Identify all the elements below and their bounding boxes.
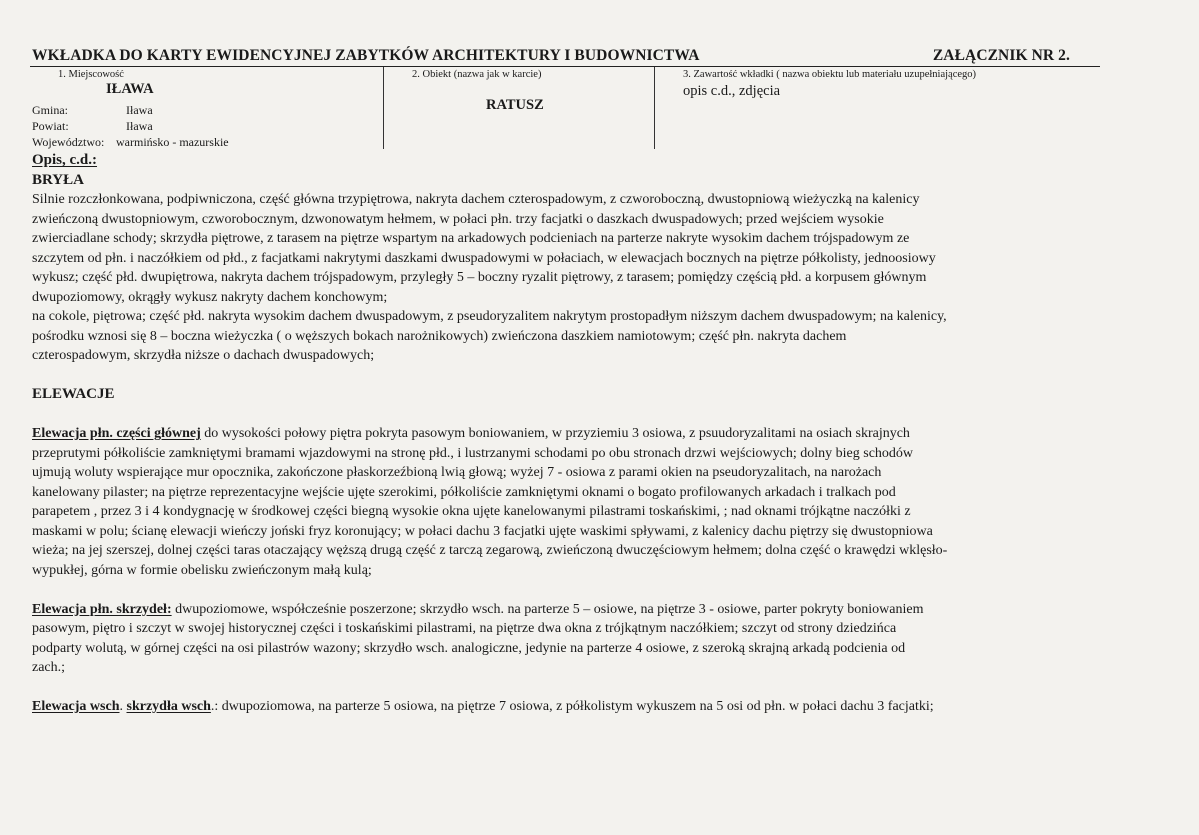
contents-caption: 3. Zawartość wkładki ( nazwa obiektu lub materiału uzupełniającego) (683, 69, 977, 80)
voivodeship-row (32, 135, 229, 150)
locality-cell (30, 67, 384, 149)
elevation-east-separator: . (119, 699, 127, 714)
bryla-line: czterospadowym, skrzydła niższe o dachach dwuspadowych; (32, 348, 375, 363)
elevation-north-wings-line: pasowym, piętro i szczyt w swojej historycznej części i toskańskimi pilastrami, na piętrze dwa okna z trójkątnym naczółkiem; szczyt od strony dziedzińca (32, 621, 897, 636)
voivodeship-label: Województwo: (32, 135, 105, 149)
elevation-north-main-line: maskami w polu; ścianę elewacji wieńczy joński fryz koronujący; w połaci dachu 3 facjatki ujęte waskimi spływami, z kalenicy dachu piętrzy się dwustopniowa (32, 523, 933, 539)
gmina-row (32, 103, 153, 118)
document-title: WKŁADKA DO KARTY EWIDENCYJNEJ ZABYTKÓW ARCHITEKTURY I BUDOWNICTWA (32, 47, 700, 64)
elevation-north-wings-first-line (32, 600, 1132, 620)
elevation-north-main-label: Elewacja płn. części głównej (32, 426, 201, 441)
bryla-paragraph (32, 190, 1132, 366)
bryla-line: wykusz; część płd. dwupiętrowa, nakryta dachem trójspadowym, przyległy 5 – boczny ryzalit piętrowy, z tarasem; pomiędzy częścią płd. a korpusem głównym (32, 270, 927, 285)
elewacje-heading: ELEWACJE (32, 386, 115, 402)
gmina-value: Iława (126, 103, 153, 117)
elevation-north-main-line: parapetem , przez 3 i 4 kondygnację w środkowej części biegną wysokie okna ujęte kanelowanymi pilastrami toskańskimi, ; nad oknami trójkątne naczółki z (32, 504, 911, 519)
elevation-north-wings-first-text: dwupoziomowe, współcześnie poszerzone; skrzydło wsch. na parterze 5 – osiowe, na piętrze 3 - osiowe, parter pokryty boniowaniem (171, 601, 924, 617)
elevation-north-wings-line: zach.; (32, 660, 66, 675)
document-header (32, 47, 1098, 65)
bryla-heading: BRYŁA (32, 171, 84, 188)
object-cell (384, 67, 655, 149)
bryla-line: szczytem od płn. i naczółkiem od płd., z facjatkami nakrytymi daszkami dwuspadowymi w połaciach, w elewacjach bocznych na piętrze półkolisty, jednoosiowy (32, 250, 936, 266)
elevation-north-main-line: kanelowany pilaster; na piętrze reprezentacyjne wejście ujęte szerokimi, półkoliście zamkniętymi oknami o bogato profilowanych arkadach i tralkach pod (32, 484, 896, 500)
elevation-east-wing-line (32, 697, 1132, 717)
elevation-north-wings-label: Elewacja płn. skrzydeł: (32, 601, 172, 617)
bryla-line: zwieńczoną dwustopniowym, czworobocznym, dzwonowatym hełmem, w połaci płn. trzy facjatki o daszkach dwuspadowych; przed wejściem wysokie (32, 211, 884, 227)
powiat-row (32, 119, 153, 134)
gmina-label: Gmina: (32, 103, 68, 117)
elevation-north-wings-line: podparty wolutą, w górnej części na osi pilastrów wazony; skrzydło wsch. analogiczne, jedynie na parterze 4 osiowe, z szeroką skrajną arkadą podcienia od (32, 640, 906, 656)
east-wing-label: skrzydła wsch (126, 699, 211, 714)
bryla-line: dwupoziomowy, okrągły wykusz nakryty dachem konchowym; (32, 289, 388, 305)
bryla-line: na cokole, piętrowa; część płd. nakryta wysokim dachem dwuspadowym, z pseudoryzalitem nakrytym prostopadłym niższym dachem dwuspadowym; na kalenicy, (32, 309, 947, 324)
elevation-north-main-paragraph (32, 444, 1132, 581)
header-fields-table (30, 67, 1100, 149)
annex-number: ZAŁĄCZNIK NR 2. (932, 47, 1070, 64)
elevation-north-main-line: przeprutymi półkoliście zamkniętymi bramami wjazdowymi na stronę płd., i lustrzanymi schodami po obu stronach drzwi wejściowych; dolny bieg schodów (32, 445, 914, 461)
opis-heading: Opis, c.d.: (32, 152, 98, 168)
elevation-north-main-line: ujmują woluty wspierające mur opocznika, zakończone płaskorzeźbioną lwią głową; wyżej 7 - osiowa z parami okien na pseudoryzalitach, na narożach (32, 465, 882, 480)
bryla-line: zwierciadlane schody; skrzydła piętrowe, z tarasem na piętrze wspartym na arkadowych podcieniach na parterze nakryte wysokim dachem trójspadowym ze (32, 231, 910, 246)
object-value: RATUSZ (486, 97, 544, 113)
contents-cell (655, 67, 1100, 149)
bryla-line: Silnie rozczłonkowana, podpiwniczona, część główna trzypiętrowa, nakryta dachem czterospadowym, z czworoboczną, dwustopniową wieżyczką na kalenicy (32, 192, 920, 207)
elevation-north-main-first-line (32, 424, 1132, 444)
elevation-north-main-line: wieża; na jej szerszej, dolnej części taras otaczający węższą drugą część z tarczą zegarową, zwieńczoną dwuczęściowym hełmem; dolna część o krawędzi wklęsło- (32, 543, 948, 558)
voivodeship-value: warmińsko - mazurskie (116, 135, 229, 149)
bryla-line: pośrodku wznosi się 8 – boczna wieżyczka ( o węższych bokach narożnikowych) zwieńczona daszkiem namiotowym; część płn. nakryta dachem (32, 328, 847, 344)
object-caption: 2. Obiekt (nazwa jak w karcie) (412, 69, 542, 80)
elevation-east-text: .: dwupoziomowa, na parterze 5 osiowa, na piętrze 7 osiowa, z półkolistym wykuszem na 5 osi od płn. w połaci dachu 3 facjatki; (210, 699, 934, 714)
elevation-north-main-first-text: do wysokości połowy piętra pokryta pasowym boniowaniem, w przyziemiu 3 osiowa, z psuudoryzalitami na osiach skrajnych (200, 426, 910, 441)
locality-value: IŁAWA (106, 81, 154, 97)
elevation-north-main-line: wypukłej, górna w formie obelisku zwieńczonym małą kulą; (32, 562, 372, 578)
description-body (32, 151, 1132, 717)
powiat-value: Iława (126, 119, 153, 133)
elevation-north-wings-paragraph (32, 619, 1132, 678)
elevation-east-label: Elewacja wsch (32, 699, 120, 714)
powiat-label: Powiat: (32, 119, 69, 133)
locality-caption: 1. Miejscowość (58, 69, 124, 80)
contents-value: opis c.d., zdjęcia (683, 83, 781, 99)
